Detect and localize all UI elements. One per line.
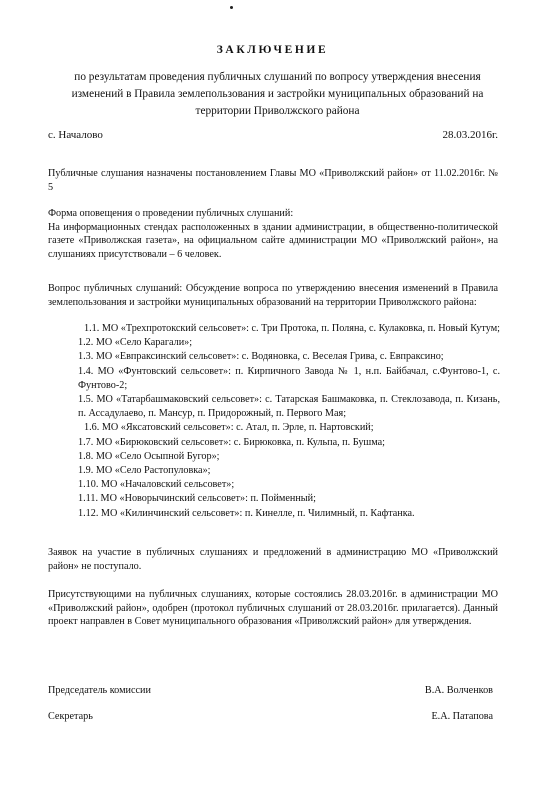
list-item: 1.8. МО «Село Осыпной Бугор»; (78, 450, 220, 462)
secretary-name: Е.А. Патапова (431, 711, 493, 722)
scan-speck (230, 6, 233, 9)
list-item: 1.12. МО «Килинчинский сельсовет»: п. Кинелле, п. Чилимный, п. Кафтанка. (78, 507, 415, 519)
chair-label: Председатель комиссии (48, 685, 151, 696)
question-text: Вопрос публичных слушаний: Обсуждение вопроса по утверждению внесения изменений в Правила землепользования и застройки муниципальных образований на территории Приволжского района: (48, 283, 498, 308)
appointed-paragraph (48, 167, 498, 194)
conclusion-paragraph (48, 588, 498, 629)
document-title: ЗАКЛЮЧЕНИЕ (216, 44, 329, 56)
notice-paragraph (48, 207, 498, 261)
list-item: 1.3. МО «Евпраксинский сельсовет»: с. Водяновка, с. Веселая Грива, с. Евпраксино; (78, 351, 444, 363)
secretary-label: Секретарь (48, 711, 93, 722)
document-subtitle: по результатам проведения публичных слушаний по вопросу утверждения внесения изменений в Правила землепользования и застройки муниципальных образований на территории Приволжского района (71, 71, 484, 117)
date: 28.03.2016г. (442, 129, 498, 141)
settlement-list (48, 322, 500, 521)
list-item: 1.7. МО «Бирюковский сельсовет»: с. Бирюковка, п. Кульпа, п. Бушма; (78, 436, 385, 448)
list-item: 1.11. МО «Новорычинский сельсовет»: п. Пойменный; (78, 493, 316, 505)
list-item: 1.9. МО «Село Растопуловка»; (78, 465, 211, 477)
question-paragraph (48, 282, 498, 309)
list-item: 1.4. МО «Фунтовский сельсовет»: п. Кирпичного Завода № 1, н.п. Байбачал, с.Фунтово-1, с. Фунтово-2; (78, 365, 500, 391)
appointed-text: Публичные слушания назначены постановлением Главы МО «Приволжский район» от 11.02.2016г. № 5 (48, 168, 498, 193)
place: с. Началово (48, 129, 103, 141)
list-item: 1.2. МО «Село Карагали»; (78, 337, 193, 349)
notice-title: Форма оповещения о проведении публичных слушаний: (48, 208, 294, 219)
applications-paragraph (48, 546, 498, 573)
place-date-line (48, 129, 498, 141)
list-item: 1.6. МО «Яксатовский сельсовет»: с. Атал, п. Эрле, п. Нартовский; (84, 422, 374, 434)
secretary-signature-line (48, 711, 493, 722)
list-item: 1.10. МО «Началовский сельсовет»; (78, 479, 235, 491)
chair-signature-line (48, 685, 493, 696)
list-item: 1.5. МО «Татарбашмаковский сельсовет»: с. Татарская Башмаковка, п. Стеклозавода, п. Кизань, п. Ассадулаево, п. Мансур, п. Придорожный, п. Первого Мая; (78, 394, 500, 420)
notice-text: На информационных стендах расположенных в здании администрации, в общественно-политической газете «Приволжская газета», на официальном сайте администрации МО «Приволжский район», на слушаниях присутствовали – 6 человек. (48, 221, 498, 260)
applications-text: Заявок на участие в публичных слушаниях и предложений в администрацию МО «Приволжский район» не поступало. (48, 547, 498, 572)
conclusion-text: Присутствующими на публичных слушаниях, которые состоялись 28.03.2016г. в администрации МО «Приволжский район», одобрен (протокол публичных слушаний от 28.03.2016г. прилагается). Данный проект направлен в Совет муниципального образования «Приволжский район» для утверждения. (48, 589, 498, 628)
list-item: 1.1. МО «Трехпротокский сельсовет»: с. Три Протока, п. Поляна, с. Кулаковка, п. Новый Кутум; (84, 323, 500, 334)
chair-name: В.А. Волченков (424, 685, 493, 696)
